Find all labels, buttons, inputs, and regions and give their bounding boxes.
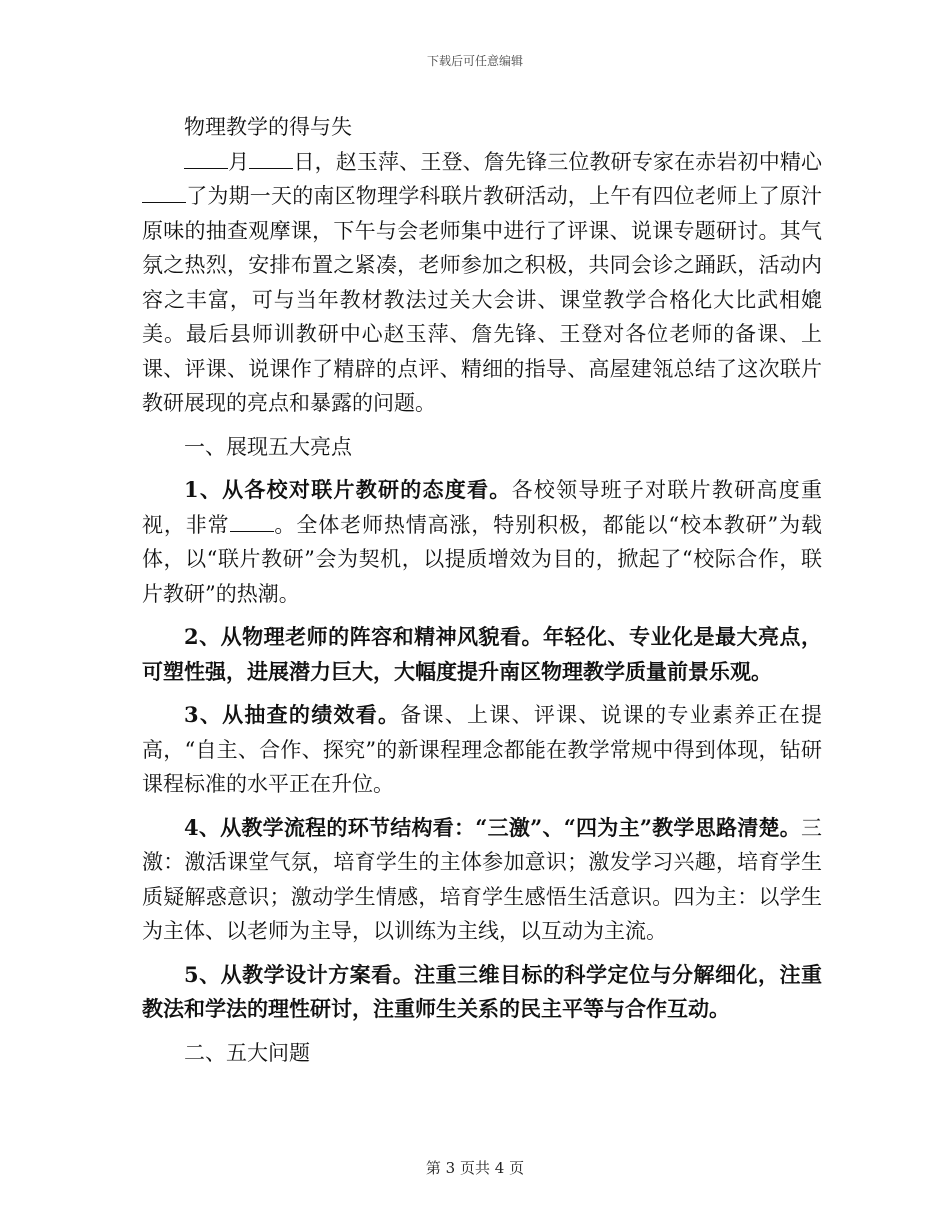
intro-text-1: 月 (228, 149, 250, 174)
page-footer: 第 3 页共 4 页 (425, 1159, 525, 1177)
blank-line (230, 510, 274, 532)
point-1-text-a: 各校领导班子对联片教研高度重视，非常 (142, 478, 822, 537)
intro-paragraph (142, 145, 822, 421)
point-3-heading: 3、从抽查的绩效看。 (184, 702, 401, 727)
document-body (142, 110, 822, 1070)
section-heading-2: 二、五大问题 (184, 1040, 310, 1065)
document-title: 物理教学的得与失 (184, 115, 352, 139)
point-1-text-b: 。全体老师热情高涨，特别积极，都能以“校本教研”为载体，以“联片教研”会为契机，以提质增效为目的，掀起了“校际合作，联片教研”的热潮。 (142, 512, 822, 606)
blank-line (184, 147, 228, 169)
point-4-text: 三激：激活课堂气氛，培育学生的主体参加意识；激发学习兴趣，培育学生质疑解惑意识；激动学生情感，培育学生感悟生活意识。四为主：以学生为主体、以老师为主导，以训练为主线，以互动为主流。 (142, 815, 822, 943)
blank-line (249, 147, 293, 169)
intro-text-3: 了为期一天的南区物理学科联片教研活动，上午有四位老师上了原汁原味的抽查观摩课，下午与会老师集中进行了评课、说课专题研讨。其气氛之热烈，安排布置之紧凑，老师参加之积极，共同会诊之踊跃，活动内容之丰富，可与当年教材教法过关大会讲、课堂教学合格化大比武相媲美。最后县师训教研中心赵玉萍、詹先锋、王登对各位老师的备课、上课、评课、说课作了精辟的点评、精细的指导、高屋建瓴总结了这次联片教研展现的亮点和暴露的问题。 (142, 184, 822, 415)
point-4-heading: 4、从教学流程的环节结构看：“三激”、“四为主”教学思路清楚。 (184, 814, 801, 840)
point-5: 5、从教学设计方案看。注重三维目标的科学定位与分解细化，注重教法和学法的理性研讨，注重师生关系的民主平等与合作互动。 (142, 961, 822, 1021)
point-1-heading: 1、从各校对联片教研的态度看。 (184, 477, 512, 502)
section-heading-1: 一、展现五大亮点 (184, 434, 352, 459)
page-header: 下载后可任意编辑 (426, 54, 523, 68)
point-3 (142, 698, 822, 802)
intro-text-2: 日，赵玉萍、王登、詹先锋三位教研专家在赤岩初中精心 (293, 149, 822, 174)
point-2: 2、从物理老师的阵容和精神风貌看。年轻化、专业化是最大亮点，可塑性强，进展潜力巨大，大幅度提升南区物理教学质量前景乐观。 (142, 624, 822, 684)
point-3-text: 备课、上课、评课、说课的专业素养正在提高，“自主、合作、探究”的新课程理念都能在教学常规中得到体现，钻研课程标准的水平正在升位。 (142, 703, 822, 796)
blank-line (142, 181, 186, 203)
point-1 (142, 473, 822, 611)
point-4 (142, 811, 822, 949)
